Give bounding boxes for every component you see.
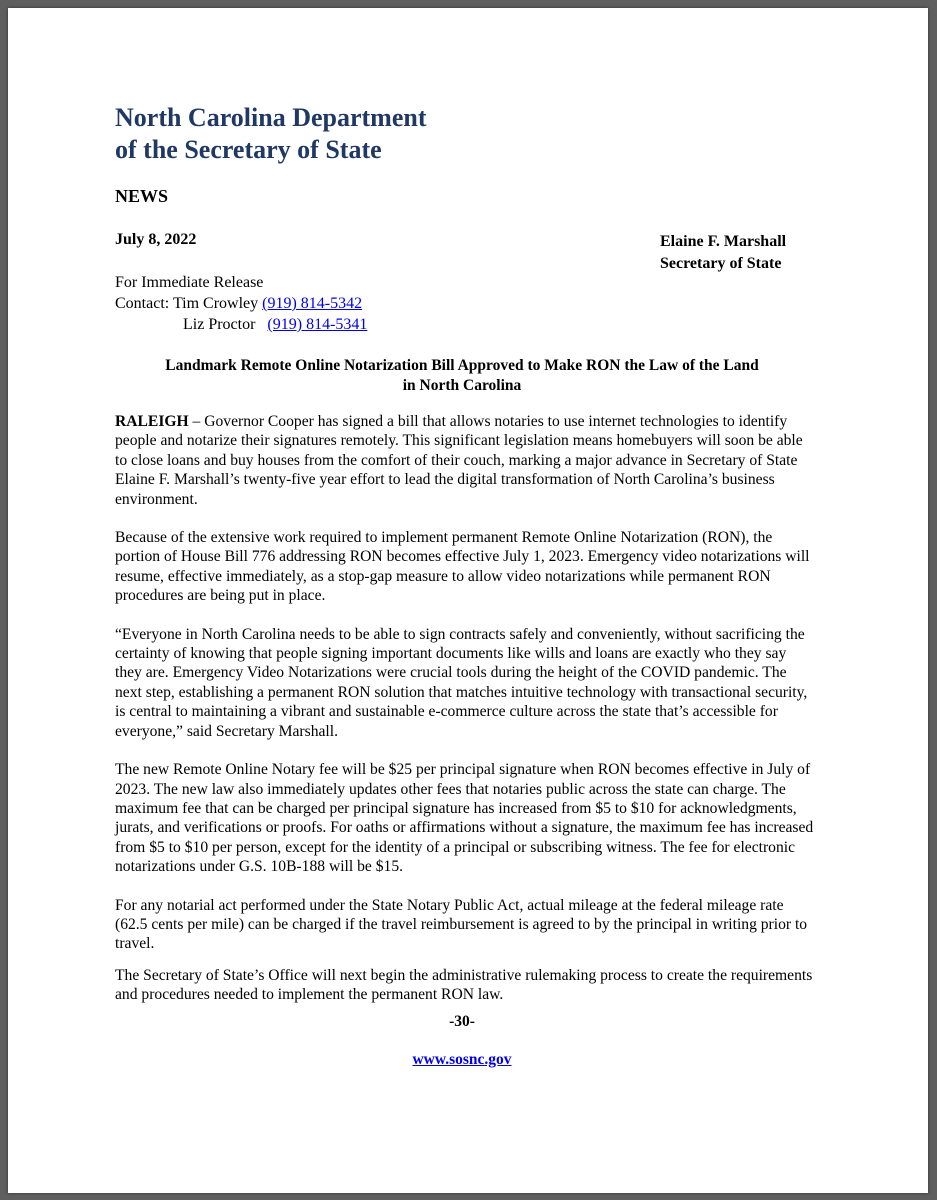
headline-line-1: Landmark Remote Online Notarization Bill Approved to Make RON the Law of the Land xyxy=(165,357,759,374)
website-link[interactable]: www.sosnc.gov xyxy=(412,1051,512,1068)
release-info xyxy=(115,272,367,335)
contact2-name: Liz Proctor xyxy=(183,316,256,333)
paragraph-1-text: – Governor Cooper has signed a bill that allows notaries to use internet technologies to identify people and notarize their signatures remotely. This significant legislation means homebuyers will soon be able to close loans and buy houses from the comfort of their couch, marking a major advance in Secretary of State Elaine F. Marshall’s twenty-five year effort to lead the digital transformation of North Carolina’s business environment. xyxy=(115,413,803,508)
official-name: Elaine F. Marshall xyxy=(660,233,787,250)
contact-label: Contact: xyxy=(115,295,170,312)
paragraph-3: “Everyone in North Carolina needs to be able to sign contracts safely and conveniently, without sacrificing the certainty of knowing that people signing important documents like wills and loans are exactly who they say they are. Emergency Video Notarizations were crucial tools during the height of the COVID pandemic. The next step, establishing a permanent RON solution that matches intuitive technology with transactional security, is central to maintaining a vibrant and sustainable e-commerce culture across the state that’s accessible for everyone,” said Secretary Marshall. xyxy=(115,625,808,740)
org-line-2: of the Secretary of State xyxy=(115,135,382,164)
paragraph-6: The Secretary of State’s Office will next begin the administrative rulemaking process to create the requirements and procedures needed to implement the permanent RON law. xyxy=(115,966,813,1004)
contact-line-1 xyxy=(115,293,367,314)
paragraph-4: The new Remote Online Notary fee will be $25 per principal signature when RON becomes effective in July of 2023. The new law also immediately updates other fees that notaries public across the state can charge. The maximum fee that can be charged per principal signature has increased from $5 to $10 for acknowledgments, jurats, and verifications or proofs. For oaths or affirmations without a signature, the maximum fee has increased from $5 to $10 per person, except for the identity of a principal or subscribing witness. The fee for electronic notarizations under G.S. 10B-188 will be $15. xyxy=(115,761,814,876)
article-body xyxy=(115,412,815,1024)
dateline: RALEIGH xyxy=(115,413,189,430)
headline xyxy=(115,356,809,396)
contact-line-2 xyxy=(115,314,367,335)
organization-title xyxy=(115,102,426,166)
headline-line-2: in North Carolina xyxy=(402,377,522,394)
document-page xyxy=(8,8,928,1193)
section-label: NEWS xyxy=(115,186,169,206)
contact1-phone-link[interactable]: (919) 814-5342 xyxy=(262,295,363,312)
website-footer xyxy=(115,1051,809,1069)
release-date: July 8, 2022 xyxy=(115,231,197,248)
official-block xyxy=(660,231,786,275)
contact2-phone-link[interactable]: (919) 814-5341 xyxy=(267,316,368,333)
end-mark: -30- xyxy=(449,1013,475,1030)
contact1-name: Tim Crowley xyxy=(172,295,259,312)
org-line-1: North Carolina Department xyxy=(115,103,427,132)
official-title: Secretary of State xyxy=(660,255,782,272)
immediate-release: For Immediate Release xyxy=(115,274,264,291)
paragraph-1 xyxy=(115,412,815,509)
paragraph-5: For any notarial act performed under the State Notary Public Act, actual mileage at the federal mileage rate (62.5 cents per mile) can be charged if the travel reimbursement is agreed to by the principal in writing prior to travel. xyxy=(115,896,808,953)
paragraph-2: Because of the extensive work required to implement permanent Remote Online Notarization (RON), the portion of House Bill 776 addressing RON becomes effective July 1, 2023. Emergency video notarizations will resume, effective immediately, as a stop-gap measure to allow video notarizations while permanent RON procedures are being put in place. xyxy=(115,529,810,605)
